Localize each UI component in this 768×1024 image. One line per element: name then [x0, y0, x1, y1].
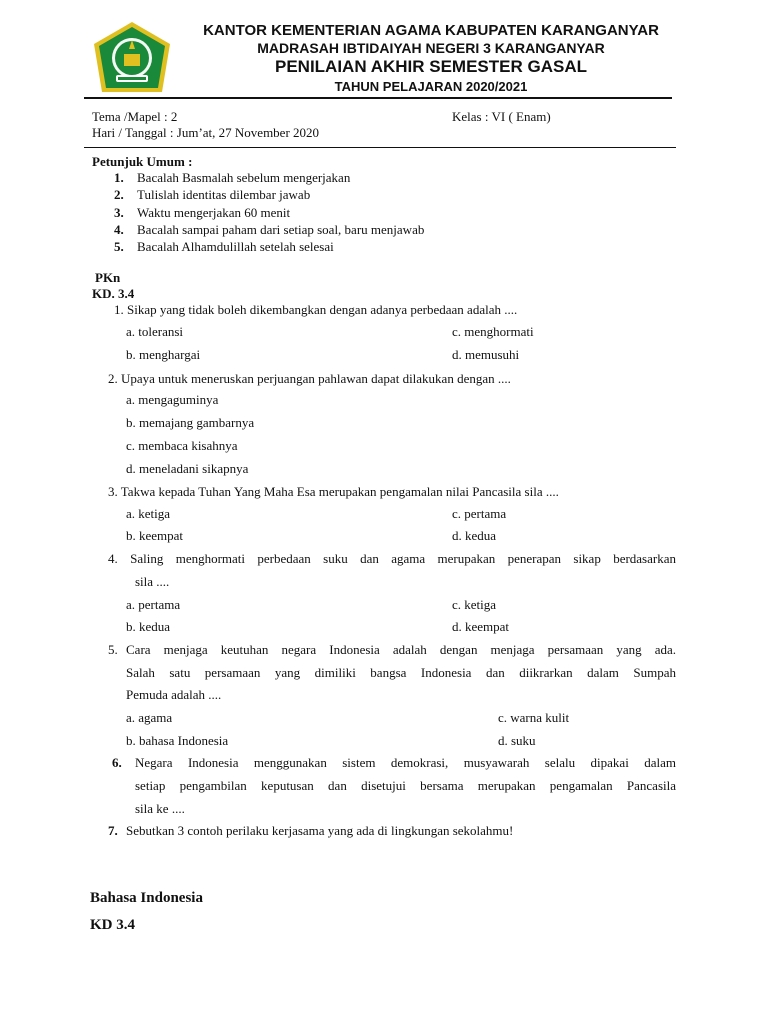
q4-option-d: d. keempat [452, 619, 510, 634]
question-5-line-1: Cara menjaga keutuhan negara Indonesia adalah dengan menjaga persamaan yang ada. [126, 642, 676, 657]
instruction-number: 3. [114, 205, 124, 220]
question-7: Sebutkan 3 contoh perilaku kerjasama yang ada di lingkungan sekolahmu! [126, 823, 514, 838]
instructions-title: Petunjuk Umum : [92, 154, 193, 169]
ministry-emblem-icon [88, 20, 176, 98]
q4-option-a: a. pertama [126, 597, 181, 612]
instruction-text: Waktu mengerjakan 60 menit [137, 205, 291, 220]
q1-option-c: c. menghormati [452, 324, 534, 339]
instruction-number: 2. [114, 187, 124, 202]
question-5-line-2: Salah satu persamaan yang dimiliki bangsa Indonesia dan diikrarkan dalam Sumpah [126, 665, 676, 680]
question-5-line-3: Pemuda adalah .... [126, 687, 222, 702]
info-date: Hari / Tanggal : Jum’at, 27 November 2020 [92, 125, 320, 140]
q2-option-c: c. membaca kisahnya [126, 438, 238, 453]
q2-option-a: a. mengaguminya [126, 392, 219, 407]
info-tema: Tema /Mapel : 2 [92, 109, 178, 124]
instruction-text: Tulislah identitas dilembar jawab [137, 187, 311, 202]
q5-option-d: d. suku [498, 733, 536, 748]
q2-option-b: b. memajang gambarnya [126, 415, 255, 430]
q3-option-d: d. kedua [452, 528, 497, 543]
question-6-line-2: setiap pengambilan keputusan dan disetujui bersama merupakan pengamalan Pancasila [135, 778, 676, 793]
kd-pkn: KD. 3.4 [92, 286, 135, 301]
q2-option-d: d. meneladani sikapnya [126, 461, 249, 476]
header-office: KANTOR KEMENTERIAN AGAMA KABUPATEN KARANGANYAR [203, 22, 659, 39]
question-2: 2. Upaya untuk meneruskan perjuangan pahlawan dapat dilakukan dengan .... [108, 371, 511, 386]
info-kelas: Kelas : VI ( Enam) [452, 109, 551, 124]
q4-option-b: b. kedua [126, 619, 171, 634]
q1-option-a: a. toleransi [126, 324, 184, 339]
header-exam-title: PENILAIAN AKHIR SEMESTER GASAL [274, 57, 587, 76]
question-6-number: 6. [112, 755, 122, 770]
question-3: 3. Takwa kepada Tuhan Yang Maha Esa merupakan pengamalan nilai Pancasila sila .... [108, 484, 559, 499]
subject-pkn: PKn [95, 270, 121, 285]
kd-bahasa-indonesia: KD 3.4 [90, 917, 135, 933]
q4-option-c: c. ketiga [452, 597, 497, 612]
question-5-number: 5. [108, 642, 118, 657]
header-divider [84, 97, 672, 99]
instruction-text: Bacalah Alhamdulillah setelah selesai [137, 239, 334, 254]
instruction-number: 1. [114, 170, 124, 185]
instruction-text: Bacalah Basmalah sebelum mengerjakan [137, 170, 351, 185]
q1-option-d: d. memusuhi [452, 347, 520, 362]
header-school: MADRASAH IBTIDAIYAH NEGERI 3 KARANGANYAR [257, 40, 605, 56]
question-4-line-2: sila .... [135, 574, 170, 589]
instruction-number: 5. [114, 239, 124, 254]
subject-bahasa-indonesia: Bahasa Indonesia [90, 890, 203, 906]
q5-option-a: a. agama [126, 710, 173, 725]
q1-option-b: b. menghargai [126, 347, 201, 362]
question-1: 1. Sikap yang tidak boleh dikembangkan dengan adanya perbedaan adalah .... [114, 302, 518, 317]
q3-option-b: b. keempat [126, 528, 184, 543]
question-7-number: 7. [108, 823, 118, 838]
q3-option-c: c. pertama [452, 506, 507, 521]
logo [88, 20, 176, 98]
q5-option-c: c. warna kulit [498, 710, 570, 725]
instruction-number: 4. [114, 222, 124, 237]
header-school-year: TAHUN PELAJARAN 2020/2021 [334, 79, 528, 94]
question-6-line-3: sila ke .... [135, 801, 185, 816]
q5-option-b: b. bahasa Indonesia [126, 733, 229, 748]
question-4-line-1: 4. Saling menghormati perbedaan suku dan agama merupakan penerapan sikap berdasarkan [108, 551, 676, 566]
info-divider [84, 147, 676, 148]
instruction-text: Bacalah sampai paham dari setiap soal, baru menjawab [137, 222, 425, 237]
question-6-line-1: Negara Indonesia menggunakan sistem demokrasi, musyawarah selalu dipakai dalam [135, 755, 676, 770]
q3-option-a: a. ketiga [126, 506, 171, 521]
